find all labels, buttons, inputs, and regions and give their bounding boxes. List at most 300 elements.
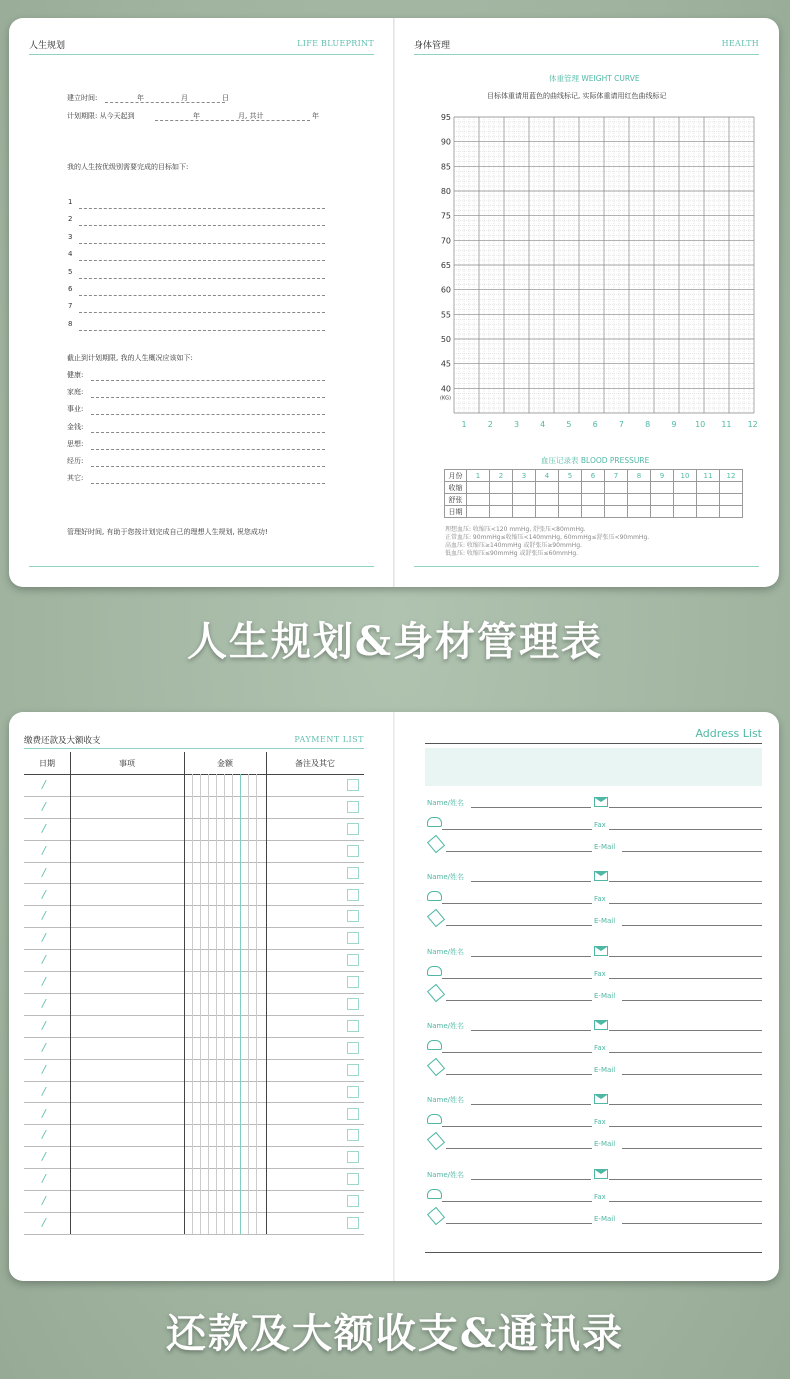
bp-cell[interactable]: [513, 494, 536, 506]
amount-digit-divider: [200, 796, 201, 818]
mobile-line[interactable]: [446, 1000, 592, 1001]
date-slash[interactable]: /: [42, 953, 46, 967]
y-tick-label: 80: [440, 187, 451, 196]
bp-cell[interactable]: [605, 482, 628, 494]
fax-label: Fax: [594, 1192, 606, 1201]
bp-cell[interactable]: [674, 482, 697, 494]
amount-digit-divider: [192, 884, 193, 906]
row-checkbox[interactable]: [347, 845, 359, 857]
amount-digit-divider: [232, 993, 233, 1015]
name-label: Name/姓名: [427, 1021, 465, 1030]
amount-digit-divider: [248, 927, 249, 949]
bp-row-label: 收缩: [445, 482, 467, 494]
amount-digit-divider: [216, 1190, 217, 1212]
fax-line[interactable]: [609, 1201, 762, 1202]
row-checkbox[interactable]: [347, 976, 359, 988]
aspect-label: 事业:: [67, 405, 84, 414]
period-total: 年: [312, 112, 319, 120]
name-line[interactable]: [471, 1104, 591, 1105]
aspect-line[interactable]: [91, 483, 325, 484]
amount-digit-divider: [256, 1212, 257, 1234]
amount-digit-divider: [232, 818, 233, 840]
bp-month-header: 12: [720, 470, 743, 482]
aspect-line[interactable]: [91, 432, 325, 433]
amount-digit-divider: [232, 840, 233, 862]
amount-digit-divider: [208, 1081, 209, 1103]
amount-digit-divider: [232, 1059, 233, 1081]
amount-digit-divider: [248, 862, 249, 884]
envelope-icon: [594, 946, 608, 956]
phone-line[interactable]: [442, 978, 592, 979]
amount-digit-divider: [256, 1037, 257, 1059]
amount-digit-divider: [208, 905, 209, 927]
name-label: Name/姓名: [427, 1170, 465, 1179]
amount-digit-divider: [224, 774, 225, 796]
email-line[interactable]: [622, 1074, 762, 1075]
bp-cell[interactable]: [490, 494, 513, 506]
bp-cell[interactable]: [467, 482, 490, 494]
amount-digit-divider: [232, 1103, 233, 1125]
x-tick-label: 2: [487, 420, 493, 429]
name-line[interactable]: [471, 1030, 591, 1031]
date-slash[interactable]: /: [42, 1216, 46, 1229]
email-line[interactable]: [622, 851, 762, 852]
date-slash[interactable]: /: [42, 1128, 46, 1142]
row-checkbox[interactable]: [347, 779, 359, 791]
weight-curve-note: 目标体重请用蓝色的曲线标记, 实际体重请用红色曲线标记: [487, 92, 667, 100]
amount-digit-divider: [208, 1212, 209, 1234]
amount-digit-divider: [224, 1037, 225, 1059]
created-line[interactable]: [105, 102, 225, 103]
goal-number: 2: [68, 215, 73, 224]
aspect-label: 其它:: [67, 474, 84, 483]
amount-digit-divider: [216, 796, 217, 818]
bp-cell[interactable]: [536, 482, 559, 494]
bp-cell[interactable]: [536, 494, 559, 506]
date-slash[interactable]: /: [42, 1172, 46, 1186]
goal-line[interactable]: [79, 278, 325, 279]
amount-digit-divider: [224, 1168, 225, 1190]
payment-row: [24, 1190, 364, 1213]
mobile-phone-icon: [427, 983, 445, 1001]
bp-cell[interactable]: [651, 482, 674, 494]
bp-month-header: 5: [559, 470, 582, 482]
y-tick-label: 70: [440, 236, 451, 246]
payment-header: [24, 734, 364, 749]
date-slash[interactable]: /: [42, 1040, 46, 1054]
aspect-label: 思想:: [67, 439, 84, 448]
payment-row: [24, 884, 364, 907]
fax-line[interactable]: [609, 1052, 762, 1053]
name-label: Name/姓名: [427, 1096, 465, 1105]
goal-number: 1: [68, 198, 73, 206]
row-checkbox[interactable]: [347, 823, 359, 835]
row-checkbox[interactable]: [347, 910, 359, 922]
mobile-line[interactable]: [446, 1148, 592, 1149]
amount-digit-divider: [192, 1037, 193, 1059]
bp-cell[interactable]: [490, 506, 513, 518]
address-banner: [425, 748, 762, 786]
row-checkbox[interactable]: [347, 1129, 359, 1141]
row-checkbox[interactable]: [347, 1064, 359, 1076]
status-intro: 截止到计划期限, 我的人生概况应该如下:: [67, 354, 193, 362]
aspect-label: 金钱:: [67, 422, 84, 431]
amount-digit-divider: [200, 1103, 201, 1125]
fax-label: Fax: [594, 821, 606, 829]
amount-digit-divider: [208, 1037, 209, 1059]
goal-line[interactable]: [79, 330, 325, 331]
mobile-line[interactable]: [446, 925, 592, 926]
address-line[interactable]: [609, 1104, 762, 1105]
amount-digit-divider: [240, 1124, 241, 1146]
amount-digit-divider: [200, 774, 201, 796]
row-checkbox[interactable]: [347, 889, 359, 901]
bp-cell[interactable]: [674, 494, 697, 506]
bp-month-header: 1: [467, 470, 490, 482]
bp-cell[interactable]: [628, 494, 651, 506]
weight-curve-title: [549, 73, 640, 84]
health-footer-rule: [414, 566, 759, 567]
mobile-line[interactable]: [446, 851, 592, 852]
telephone-icon: [427, 1114, 442, 1124]
row-checkbox[interactable]: [347, 801, 359, 813]
fax-label: Fax: [594, 1118, 606, 1127]
date-slash[interactable]: /: [42, 1062, 46, 1076]
life-title-cn: 人生规划: [29, 41, 66, 51]
goal-number: 7: [68, 302, 73, 311]
amount-digit-divider: [216, 1212, 217, 1234]
amount-digit-divider: [232, 774, 233, 796]
date-slash[interactable]: /: [42, 887, 46, 901]
bp-cell[interactable]: [697, 494, 720, 506]
amount-digit-divider: [240, 993, 241, 1015]
aspect-line[interactable]: [91, 466, 325, 467]
name-line[interactable]: [471, 807, 591, 808]
phone-line[interactable]: [442, 1126, 592, 1127]
amount-digit-divider: [208, 1190, 209, 1212]
address-line[interactable]: [609, 1030, 762, 1031]
amount-digit-divider: [216, 1037, 217, 1059]
phone-line[interactable]: [442, 1052, 592, 1053]
date-slash[interactable]: /: [42, 997, 46, 1010]
amount-digit-divider: [208, 1015, 209, 1037]
amount-digit-divider: [240, 1190, 241, 1212]
date-slash[interactable]: /: [42, 843, 46, 857]
bp-cell[interactable]: [720, 506, 743, 518]
payment-title-cn: 缴费还款及大额收支: [24, 736, 101, 746]
amount-digit-divider: [200, 1037, 201, 1059]
bp-cell[interactable]: [605, 494, 628, 506]
date-slash[interactable]: /: [42, 931, 46, 945]
email-line[interactable]: [622, 925, 762, 926]
payment-row: [24, 1124, 364, 1147]
created-month: 月: [181, 94, 188, 102]
amount-digit-divider: [256, 1081, 257, 1103]
bp-cell[interactable]: [490, 482, 513, 494]
fax-line[interactable]: [609, 829, 762, 830]
payment-title-en: PAYMENT LIST: [294, 735, 364, 744]
row-checkbox[interactable]: [347, 954, 359, 966]
amount-digit-divider: [200, 1168, 201, 1190]
weight-curve-chart[interactable]: [434, 113, 779, 443]
bp-cell[interactable]: [536, 506, 559, 518]
payment-row: [24, 1081, 364, 1104]
amount-digit-divider: [248, 1037, 249, 1059]
amount-digit-divider: [216, 862, 217, 884]
amount-digit-divider: [248, 818, 249, 840]
amount-digit-divider: [192, 1124, 193, 1146]
life-header: [29, 38, 374, 55]
y-tick-label: 75: [440, 211, 451, 221]
bp-cell[interactable]: [697, 482, 720, 494]
x-tick-label: 7: [618, 420, 625, 429]
bp-cell[interactable]: [582, 506, 605, 518]
bp-cell[interactable]: [559, 494, 582, 506]
amount-digit-divider: [200, 993, 201, 1015]
y-unit-label: (KG): [439, 395, 451, 402]
row-checkbox[interactable]: [347, 1042, 359, 1054]
aspect-line[interactable]: [91, 414, 325, 415]
fax-line[interactable]: [609, 978, 762, 979]
aspect-line[interactable]: [91, 449, 325, 450]
date-slash[interactable]: /: [42, 821, 46, 835]
date-slash[interactable]: /: [42, 1084, 46, 1098]
mobile-line[interactable]: [446, 1223, 592, 1224]
address-line[interactable]: [609, 881, 762, 882]
row-checkbox[interactable]: [347, 1173, 359, 1185]
name-line[interactable]: [471, 1179, 591, 1180]
envelope-icon: [594, 1020, 608, 1030]
email-line[interactable]: [622, 1148, 762, 1149]
amount-digit-divider: [216, 927, 217, 949]
goal-number: 3: [68, 232, 73, 241]
goal-line[interactable]: [79, 208, 325, 209]
amount-digit-divider: [240, 818, 241, 840]
created-year: 年: [137, 94, 144, 102]
name-line[interactable]: [471, 881, 591, 882]
amount-digit-divider: [200, 905, 201, 927]
y-tick-label: 40: [440, 384, 451, 394]
amount-digit-divider: [192, 1168, 193, 1190]
bp-row: [445, 482, 743, 494]
bp-note: 低血压: 收缩压≤90mmHg 或舒张压≤60mmHg.: [445, 550, 579, 557]
amount-digit-divider: [200, 949, 201, 971]
date-slash[interactable]: /: [42, 909, 46, 923]
amount-digit-divider: [216, 993, 217, 1015]
address-line[interactable]: [609, 807, 762, 808]
period-line[interactable]: [155, 120, 310, 121]
email-label: E-Mail: [594, 917, 616, 926]
row-checkbox[interactable]: [347, 1108, 359, 1120]
goal-line[interactable]: [79, 225, 325, 226]
bp-cell[interactable]: [559, 482, 582, 494]
amount-digit-divider: [208, 774, 209, 796]
row-checkbox[interactable]: [347, 1020, 359, 1032]
bp-cell[interactable]: [674, 506, 697, 518]
bp-cell[interactable]: [513, 506, 536, 518]
notebook-spread-2: [9, 712, 779, 1281]
y-tick-label: 60: [440, 285, 451, 295]
telephone-icon: [427, 817, 442, 827]
amount-digit-divider: [256, 862, 257, 884]
amount-digit-divider: [192, 840, 193, 862]
amount-digit-divider: [248, 971, 249, 993]
date-slash[interactable]: /: [42, 799, 46, 813]
payment-row: [24, 971, 364, 994]
x-tick-label: 6: [592, 420, 598, 429]
email-label: E-Mail: [594, 1065, 616, 1074]
amount-digit-divider: [232, 884, 233, 906]
bp-cell[interactable]: [697, 506, 720, 518]
amount-digit-divider: [240, 905, 241, 927]
amount-digit-divider: [232, 1081, 233, 1103]
x-tick-label: 10: [695, 420, 706, 429]
amount-digit-divider: [200, 971, 201, 993]
bp-cell[interactable]: [513, 482, 536, 494]
bp-cell[interactable]: [467, 506, 490, 518]
amount-digit-divider: [232, 796, 233, 818]
amount-digit-divider: [208, 884, 209, 906]
email-label: E-Mail: [594, 1140, 616, 1149]
row-checkbox[interactable]: [347, 1195, 359, 1207]
bp-cell[interactable]: [605, 506, 628, 518]
address-line[interactable]: [609, 1179, 762, 1180]
fax-line[interactable]: [609, 903, 762, 904]
amount-digit-divider: [248, 1059, 249, 1081]
name-label: Name/姓名: [427, 873, 465, 882]
amount-digit-divider: [208, 927, 209, 949]
phone-line[interactable]: [442, 903, 592, 904]
weight-curve-title-en: WEIGHT CURVE: [581, 74, 640, 83]
fax-line[interactable]: [609, 1126, 762, 1127]
phone-line[interactable]: [442, 829, 592, 830]
fax-label: Fax: [594, 969, 606, 978]
bp-cell[interactable]: [720, 494, 743, 506]
mobile-phone-icon: [427, 1132, 445, 1150]
date-slash[interactable]: /: [42, 975, 46, 989]
date-slash[interactable]: /: [42, 865, 46, 879]
amount-digit-divider: [224, 1059, 225, 1081]
bp-cell[interactable]: [559, 506, 582, 518]
mobile-phone-icon: [427, 835, 445, 853]
payment-row: [24, 1168, 364, 1191]
row-checkbox[interactable]: [347, 867, 359, 879]
amount-digit-divider: [240, 1037, 241, 1059]
name-label: Name/姓名: [427, 947, 465, 956]
aspect-line[interactable]: [91, 380, 325, 381]
date-slash[interactable]: /: [42, 1194, 46, 1208]
amount-digit-divider: [192, 862, 193, 884]
amount-digit-divider: [192, 1059, 193, 1081]
aspect-label: 经历:: [67, 457, 84, 465]
x-tick-label: 1: [461, 420, 467, 429]
bp-cell[interactable]: [651, 494, 674, 506]
amount-digit-divider: [192, 1190, 193, 1212]
amount-digit-divider: [224, 840, 225, 862]
mobile-line[interactable]: [446, 1074, 592, 1075]
amount-digit-divider: [248, 949, 249, 971]
bp-cell[interactable]: [628, 506, 651, 518]
date-slash[interactable]: /: [42, 1106, 46, 1120]
amount-digit-divider: [200, 884, 201, 906]
amount-digit-divider: [216, 1168, 217, 1190]
amount-digit-divider: [248, 1168, 249, 1190]
bp-cell[interactable]: [651, 506, 674, 518]
amount-digit-divider: [208, 796, 209, 818]
email-label: E-Mail: [594, 843, 616, 851]
payment-col-header: 事项: [119, 759, 135, 768]
goal-line[interactable]: [79, 260, 325, 261]
bp-note: 高血压: 收缩压≥140mmHg 或舒张压≥90mmHg.: [445, 542, 582, 549]
health-header: [414, 38, 759, 55]
payment-row: [24, 993, 364, 1016]
address-line[interactable]: [609, 956, 762, 957]
name-line[interactable]: [471, 956, 591, 957]
amount-digit-divider: [232, 862, 233, 884]
amount-digit-divider: [192, 905, 193, 927]
amount-digit-divider: [248, 796, 249, 818]
date-slash[interactable]: /: [42, 1018, 46, 1032]
amount-digit-divider: [256, 993, 257, 1015]
bp-row-label: 日期: [445, 506, 467, 518]
closing-text: 管理好时间, 有助于您按计划完成自己的理想人生规划, 祝您成功!: [67, 528, 268, 536]
email-line[interactable]: [622, 1000, 762, 1001]
bp-cell[interactable]: [628, 482, 651, 494]
x-tick-label: 4: [540, 420, 546, 429]
bp-cell[interactable]: [720, 482, 743, 494]
row-checkbox[interactable]: [347, 1151, 359, 1163]
amount-digit-divider: [232, 1168, 233, 1190]
bp-cell[interactable]: [467, 494, 490, 506]
life-blueprint-page: [9, 18, 394, 587]
payment-row: [24, 840, 364, 863]
aspect-line[interactable]: [91, 397, 325, 398]
created-day: 日: [222, 94, 229, 102]
bp-month-header: 3: [513, 470, 536, 482]
amount-digit-divider: [192, 1146, 193, 1168]
row-checkbox[interactable]: [347, 998, 359, 1010]
payment-col-header: 日期: [39, 759, 55, 768]
amount-digit-divider: [192, 1103, 193, 1125]
goal-line[interactable]: [79, 312, 325, 313]
email-line[interactable]: [622, 1223, 762, 1224]
amount-digit-divider: [200, 818, 201, 840]
amount-digit-divider: [224, 1081, 225, 1103]
row-checkbox[interactable]: [347, 1086, 359, 1098]
date-slash[interactable]: /: [42, 1150, 46, 1164]
payment-row: [24, 1059, 364, 1082]
goal-line[interactable]: [79, 295, 325, 296]
amount-digit-divider: [256, 1146, 257, 1168]
goal-line[interactable]: [79, 243, 325, 244]
amount-digit-divider: [192, 1081, 193, 1103]
bp-cell[interactable]: [582, 494, 605, 506]
row-checkbox[interactable]: [347, 932, 359, 944]
amount-digit-divider: [224, 1212, 225, 1234]
amount-digit-divider: [208, 840, 209, 862]
amount-digit-divider: [216, 1146, 217, 1168]
payment-row: [24, 949, 364, 972]
amount-digit-divider: [216, 1103, 217, 1125]
phone-line[interactable]: [442, 1201, 592, 1202]
amount-digit-divider: [224, 971, 225, 993]
date-slash[interactable]: /: [42, 778, 46, 791]
bp-month-header: 7: [605, 470, 628, 482]
row-checkbox[interactable]: [347, 1217, 359, 1229]
bp-cell[interactable]: [582, 482, 605, 494]
payment-header-row: [24, 752, 364, 775]
address-title: Address List: [695, 727, 762, 740]
